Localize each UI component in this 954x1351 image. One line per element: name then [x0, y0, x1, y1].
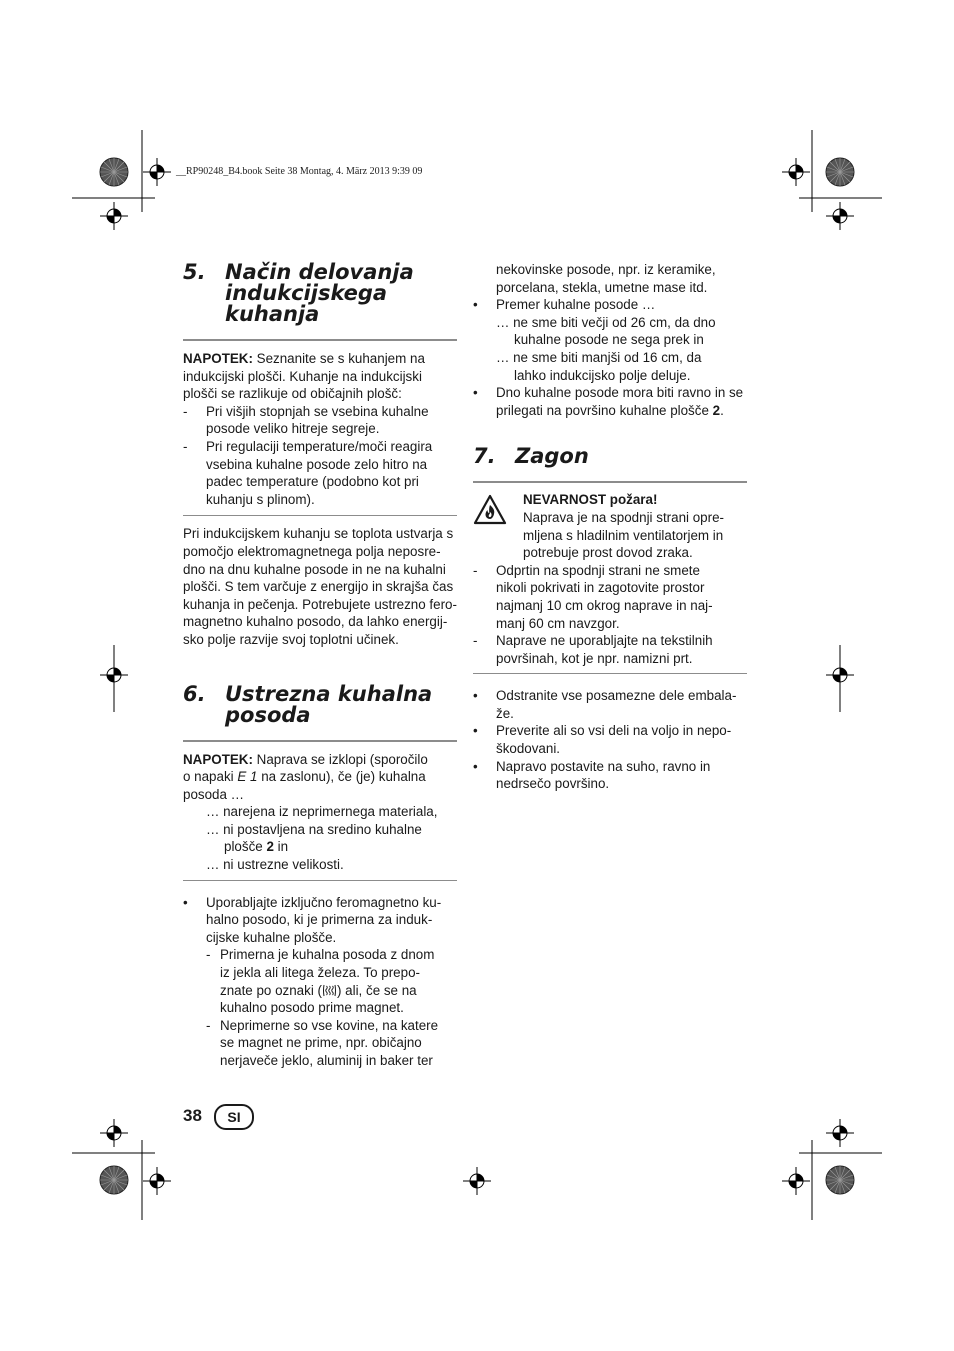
- induction-paragraph: Pri indukcijskem kuhanju se toplota ustvarja s pomočjo elektromagnetnega polja neposre- dno na dnu kuhalne posode in ne na kuhalni plošči. S tem varčuje z energijo in skrajša čas kuhanja in pečenja. Potrebujete ustrezno fero- magnetno kuhalno posodo, da lahko energij- sko polje razvije svoj toplotni učinek.: [183, 526, 457, 647]
- list-item: - Pri regulaciji temperature/moči reagira vsebina kuhalne posode zelo hitro na padec temperature (podobno kot pri kuhanju s plinom).: [183, 438, 433, 507]
- left-column: [183, 262, 457, 1070]
- sub-list-item: - Primerna je kuhalna posoda z dnom iz jekla ali litega železa. To prepo- znate po oznaki ( ) ali, če se na kuhalno posodo prime magnet.: [206, 947, 435, 1016]
- fire-warning-icon: [473, 494, 507, 525]
- section-7-heading: 7. Zagon: [473, 444, 589, 469]
- section-5-heading: 5. Način delovanja indukcijskega kuhanja: [183, 260, 414, 326]
- book-slug: __RP90248_B4.book Seite 38 Montag, 4. März 2013 9:39 09: [176, 166, 423, 177]
- section-rule: [183, 339, 457, 341]
- page-number: 38: [183, 1106, 202, 1125]
- note-1: NAPOTEK: Seznanite se s kuhanjem na indukcijski plošči. Kuhanje na indukcijski plošči se razlikuje od običajnih plošč: - Pri višjih stopnjah se vsebina kuhalne posode veliko hitreje segreje. - Pri regulaciji temperature/moči reagira vsebina kuhalne posode zelo hitro na padec temperature (podobno kot pri kuhanju s plinom).: [183, 350, 457, 508]
- section-rule: [473, 481, 747, 483]
- divider: [473, 673, 747, 674]
- list-item: • Uporabljajte izključno feromagnetno ku- halno posodo, ki je primerna za induk- cijske kuhalne plošče.: [183, 894, 442, 945]
- list-item: • Premer kuhalne posode …: [473, 297, 656, 313]
- induction-symbol-icon: [322, 984, 337, 997]
- sub-list-item: - Neprimerne so vse kovine, na katere se magnet ne prime, npr. običajno nerjaveče jeklo, aluminij in baker ter: [206, 1017, 439, 1068]
- language-badge: SI: [214, 1104, 254, 1130]
- list-item: • Napravo postavite na suho, ravno in nedrsečo površino.: [473, 758, 711, 792]
- section-rule: [183, 740, 457, 742]
- list-item: - Pri višjih stopnjah se vsebina kuhalne posode veliko hitreje segreje.: [183, 403, 429, 437]
- section-6-heading: 6. Ustrezna kuhalna posoda: [183, 681, 433, 727]
- cookware-list-continued: nekovinske posode, npr. iz keramike, porcelana, stekla, umetne mase itd. • Premer kuhalne posode … … ne sme biti večji od 26 cm, da dno kuhalne posode ne sega prek in … ne sme biti manjši od 16 cm, da lahko indukcijsko polje deluje. • Dno kuhalne posode mora biti ravno in se prilegati na površino kuhalne plošče 2.: [473, 261, 747, 419]
- list-item: - Naprave ne uporabljajte na tekstilnih površinah, kot je npr. namizni prt.: [473, 633, 713, 666]
- fire-warning: NEVARNOST požara! Naprava je na spodnji strani opre- mljena s hladilnim ventilatorjem in potrebuje prost dovod zraka. - Odprtin na spodnji strani ne smete nikoli pokrivati in zagotovite prostor najmanj 10 cm okrog naprave in naj- manj 60 cm navzgor. - Naprave ne uporabljajte na tekstilnih površinah, kot je npr. namizni prt.: [473, 491, 747, 667]
- list-item: • Dno kuhalne posode mora biti ravno in se prilegati na površino kuhalne plošče 2.: [473, 385, 744, 418]
- divider: [183, 880, 457, 881]
- note-2: NAPOTEK: Naprava se izklopi (sporočilo o napaki E 1 na zaslonu), če (je) kuhalna posoda … … narejena iz neprimernega materiala, … ni postavljena na sredino kuhalne plošče 2 in … ni ustrezne velikosti.: [183, 751, 438, 873]
- cookware-list: [183, 894, 457, 1070]
- list-item: - Odprtin na spodnji strani ne smete nikoli pokrivati in zagotovite prostor najmanj 10 cm okrog naprave in naj- manj 60 cm navzgor.: [473, 562, 713, 631]
- list-item: • Preverite ali so vsi deli na voljo in nepo- škodovani.: [473, 723, 732, 757]
- startup-steps: [473, 687, 747, 793]
- right-column: [473, 261, 747, 793]
- list-item: • Odstranite vse posamezne dele embala- že.: [473, 688, 737, 721]
- divider: [183, 515, 457, 516]
